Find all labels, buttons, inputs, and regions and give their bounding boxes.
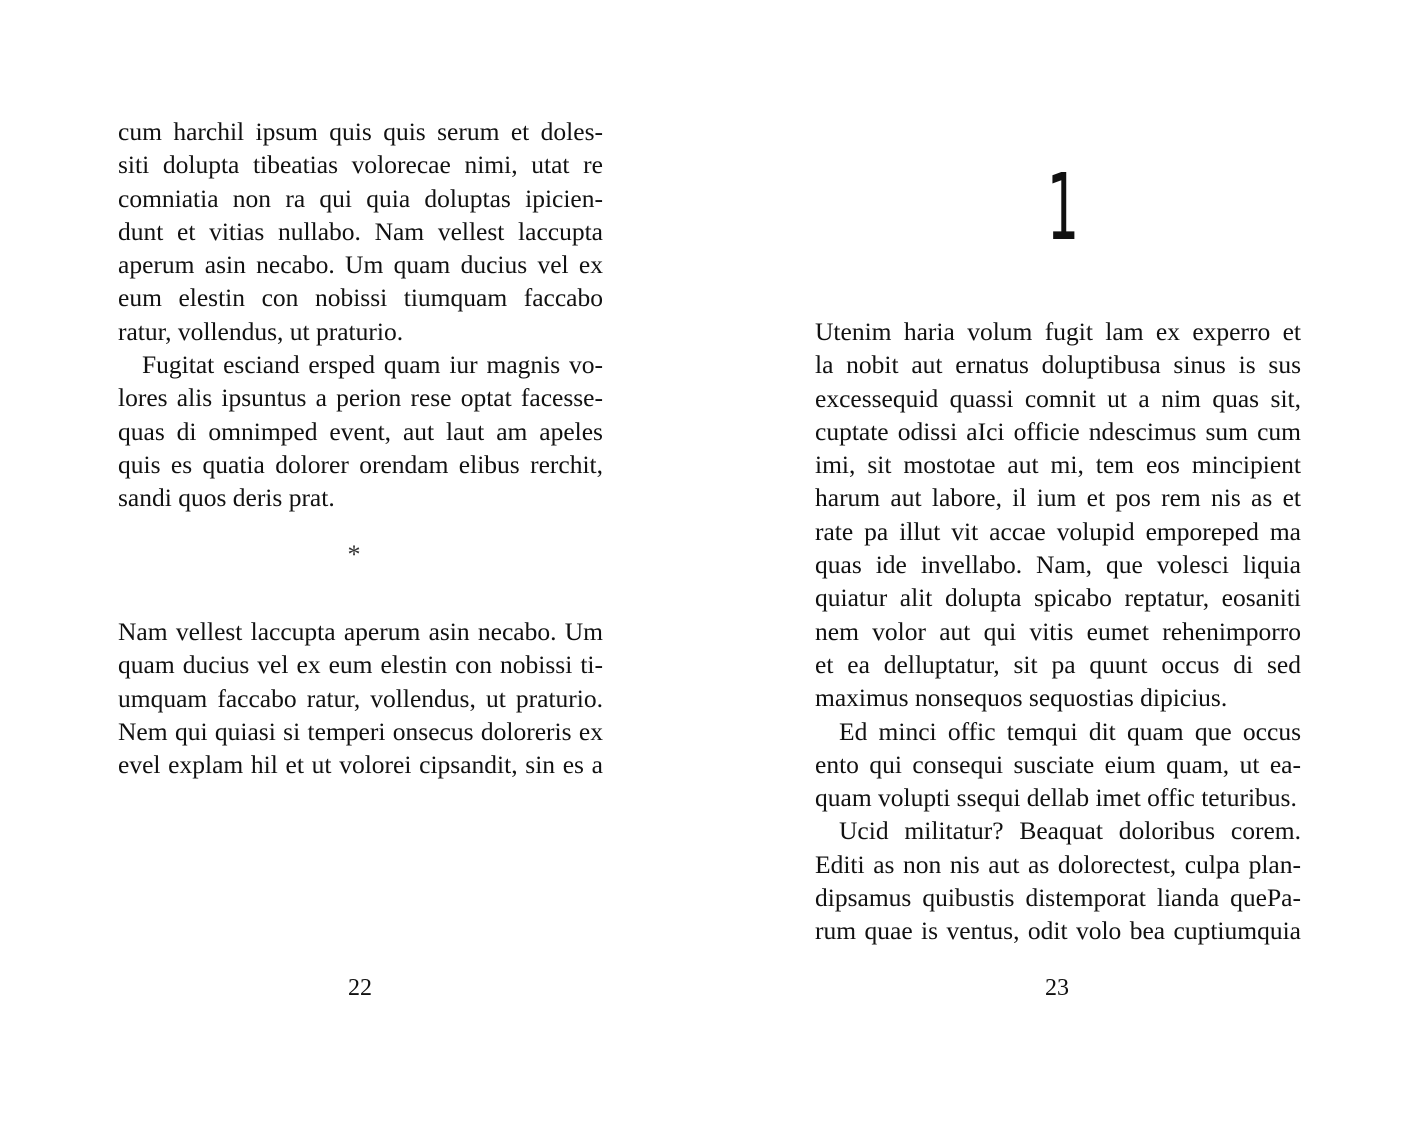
text-line: dipsamus quibustis distemporat lianda quePa- [815,883,1301,913]
text-line: rum quae is ventus, odit volo bea cuptiumquia [815,916,1301,946]
text-line: dunt et vitias nullabo. Nam vellest laccupta [118,216,603,246]
text-line: cum harchil ipsum quis quis serum et doles- [118,117,603,146]
text-line: nem volor aut qui vitis eumet rehenimporro [815,616,1301,646]
text-line: Fugitat esciand ersped quam iur magnis vo- [142,350,603,380]
text-line: comniatia non ra qui quia doluptas ipicien- [118,183,603,213]
right-paragraph-2 [815,715,1301,815]
text-line: quam volupti ssequi dellab imet offic teturibus. [815,783,1297,813]
text-line: rate pa illut vit accae volupid emporeped ma [815,516,1301,546]
page-number-left: 22 [348,975,372,1001]
left-page [0,0,708,1122]
text-line: et ea delluptatur, sit pa quunt occus di sed [815,649,1301,679]
text-line: maximus nonsequos sequostias dipicius. [815,683,1228,713]
text-line: harum aut labore, il ium et pos rem nis as et [815,483,1301,513]
text-line: quas di omnimped event, aut laut am apeles [118,416,603,446]
left-text-section-1 [118,115,603,515]
text-line: Editi as non nis aut as dolorectest, culpa plan- [815,849,1301,879]
text-line: Nam vellest laccupta aperum asin necabo. Um [118,617,603,646]
text-line: ratur, vollendus, ut praturio. [118,316,404,346]
left-paragraph-3 [118,615,603,781]
text-line: quiatur alit dolupta spicabo reptatur, eosaniti [815,583,1301,613]
right-page [709,0,1417,1122]
text-line: Ed minci offic temqui dit quam que occus [839,716,1301,746]
page-number-right: 23 [1045,975,1069,1001]
right-paragraph-1 [815,315,1301,715]
text-line: Utenim haria volum fugit lam ex experro et [815,317,1301,346]
text-line: cuptate odissi aIci officie ndescimus sum cum [815,416,1301,446]
text-line: quam ducius vel ex eum elestin con nobissi ti- [118,650,603,680]
right-text-section [815,315,1301,948]
text-line: umquam faccabo ratur, vollendus, ut praturio. [118,683,603,713]
text-line: ento qui consequi susciate eium quam, ut ea- [815,749,1301,779]
left-paragraph-2 [118,348,603,514]
text-line: siti dolupta tibeatias volorecae nimi, utat re [118,150,603,180]
chapter-number: 1 [1046,154,1080,261]
text-line: Ucid militatur? Beaquat doloribus corem. [839,816,1301,846]
text-line: lores alis ipsuntus a perion rese optat facesse- [118,383,603,413]
text-line: eum elestin con nobissi tiumquam faccabo [118,283,603,313]
text-line: imi, sit mostotae aut mi, tem eos mincipient [815,450,1301,480]
left-paragraph-1 [118,115,603,348]
section-break-ornament: * [347,540,361,569]
text-line: Nem qui quiasi si temperi onsecus doloreris ex [118,716,603,746]
text-line: la nobit aut ernatus doluptibusa sinus is sus [815,350,1301,380]
right-paragraph-3 [815,814,1301,947]
text-line: quis es quatia dolorer orendam elibus rerchit, [118,449,603,479]
left-text-section-2 [118,615,603,781]
text-line: quas ide invellabo. Nam, que volesci liquia [815,550,1301,580]
text-line: aperum asin necabo. Um quam ducius vel ex [118,250,603,280]
text-line: excessequid quassi comnit ut a nim quas sit, [815,383,1301,413]
text-line: evel explam hil et ut volorei cipsandit, sin es a [118,750,603,780]
text-line: sandi quos deris prat. [118,483,335,513]
